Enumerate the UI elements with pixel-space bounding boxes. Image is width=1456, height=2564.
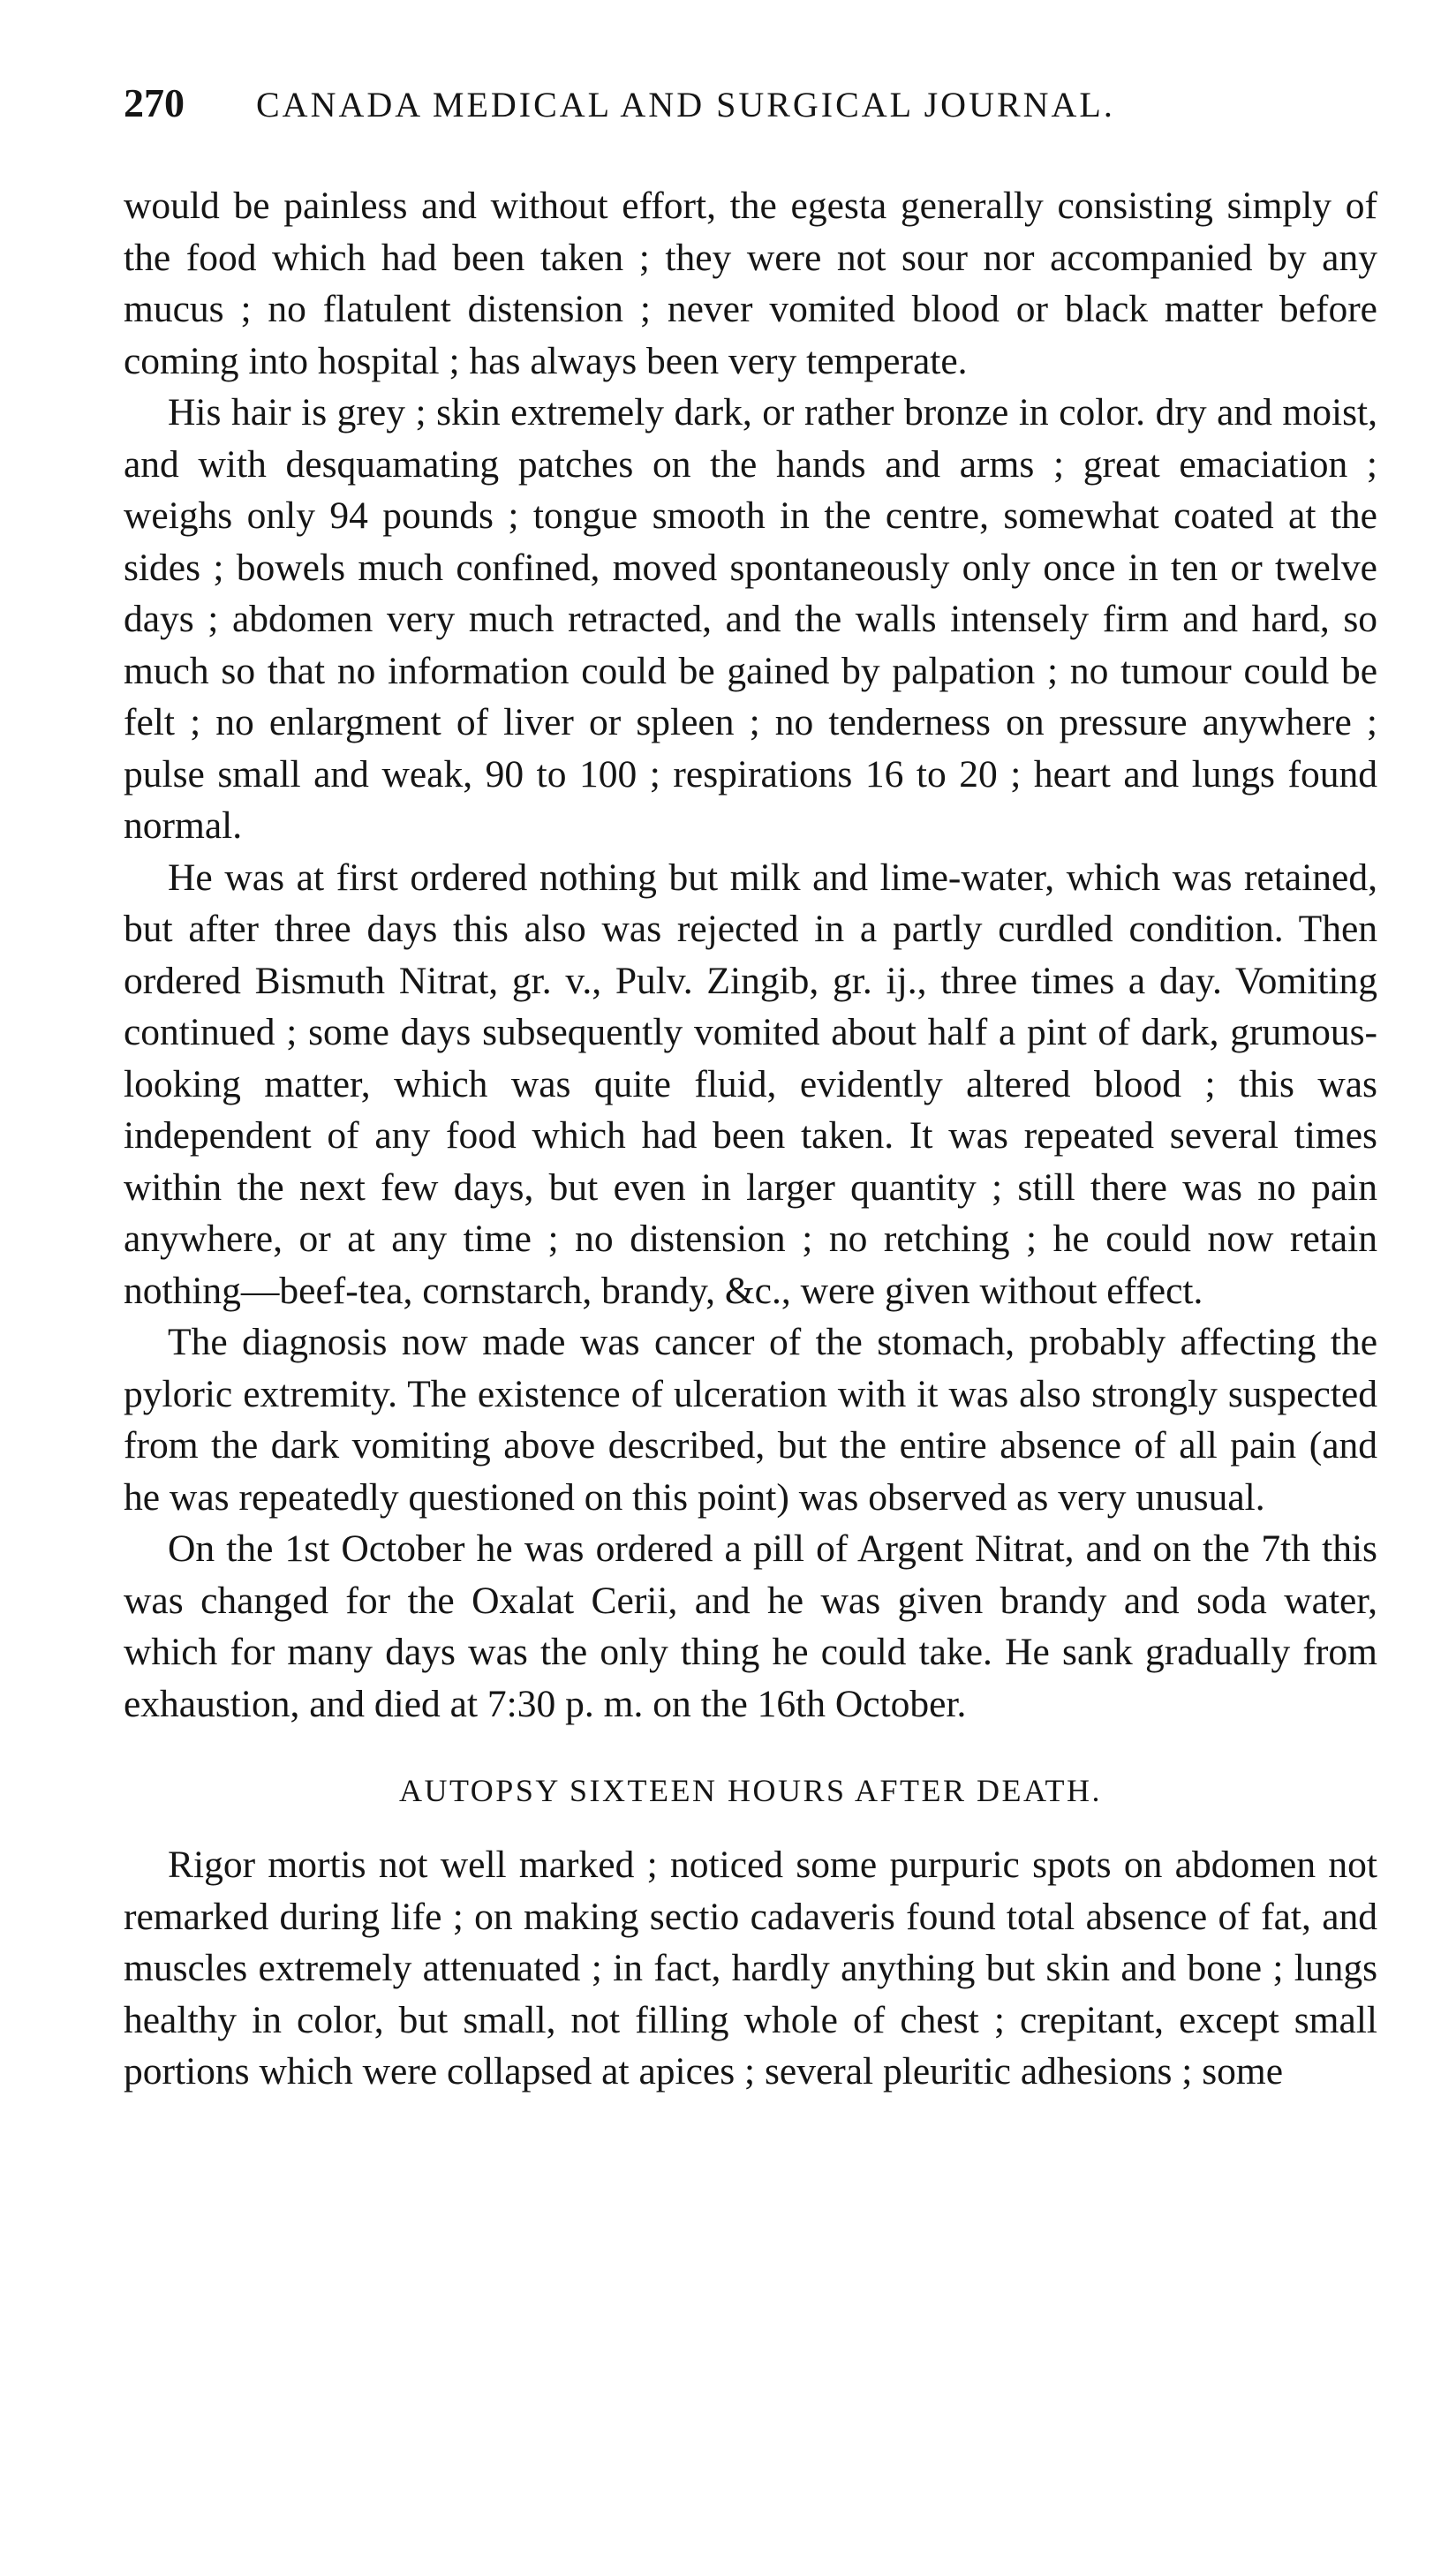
page-number: 270 [124,80,185,125]
paragraph-continued: would be painless and without effort, the egesta generally consisting simply of the food which had been taken ; they were not sour nor accompanied by any mucus ; no flatulent distension ; never vomited blood or black matter before coming into hospital ; has always been very temperate. [124,185,1377,382]
section-heading-autopsy: AUTOPSY SIXTEEN HOURS AFTER DEATH. [398,1773,1103,1808]
paragraph-examination: His hair is grey ; skin extremely dark, or rather bronze in color. dry and moist, and with desquamating patches on the hands and arms ; great emaciation ; weighs only 94 pounds ; tongue smooth in the centre, somewhat coated at the sides ; bowels much confined, moved spontaneously only once in ten or twelve days ; abdomen very much retracted, and the walls intensely firm and hard, so much so that no information could be gained by palpation ; no tumour could be felt ; no enlargment of liver or spleen ; no tenderness on pressure anywhere ; pulse small and weak, 90 to 100 ; respirations 16 to 20 ; heart and lungs found normal. [124,391,1377,847]
paragraph-diagnosis: The diagnosis now made was cancer of the stomach, probably affecting the pyloric extremity. The existence of ulceration with it was also strongly suspected from the dark vomiting above described, but the entire absence of all pain (and he was repeatedly questioned on this point) was observed as very unusual. [124,1321,1377,1519]
paragraph-outcome: On the 1st October he was ordered a pill of Argent Nitrat, and on the 7th this was changed for the Oxalat Cerii, and he was given brandy and soda water, which for many days was the only thing he could take. He sank gradually from exhaustion, and died at 7:30 p. m. on the 16th October. [124,1527,1377,1725]
running-title: CANADA MEDICAL AND SURGICAL JOURNAL. [256,85,1115,124]
journal-page [124,79,1377,2534]
page-header [124,79,1377,155]
paragraph-treatment: He was at first ordered nothing but milk and lime-water, which was retained, but after three days this also was rejected in a partly curdled condition. Then ordered Bismuth Nitrat, gr. v., Pulv. Zingib, gr. ij., three times a day. Vomiting continued ; some days subsequently vomited about half a pint of dark, grumous-looking matter, which was quite fluid, evidently altered blood ; this was independent of any food which had been taken. It was repeated several times within the next few days, but even in larger quantity ; still there was no pain anywhere, or at any time ; no distension ; no retching ; he could now retain nothing—beef-tea, cornstarch, brandy, &c., were given without effect. [124,856,1377,1312]
paragraph-autopsy: Rigor mortis not well marked ; noticed some purpuric spots on abdomen not remarked during life ; on making sectio cadaveris found total absence of fat, and muscles extremely attenuated ; in fact, hardly anything but skin and bone ; lungs healthy in color, but small, not filling whole of chest ; crepitant, except small portions which were collapsed at apices ; several pleuritic adhesions ; some [124,1844,1377,2093]
